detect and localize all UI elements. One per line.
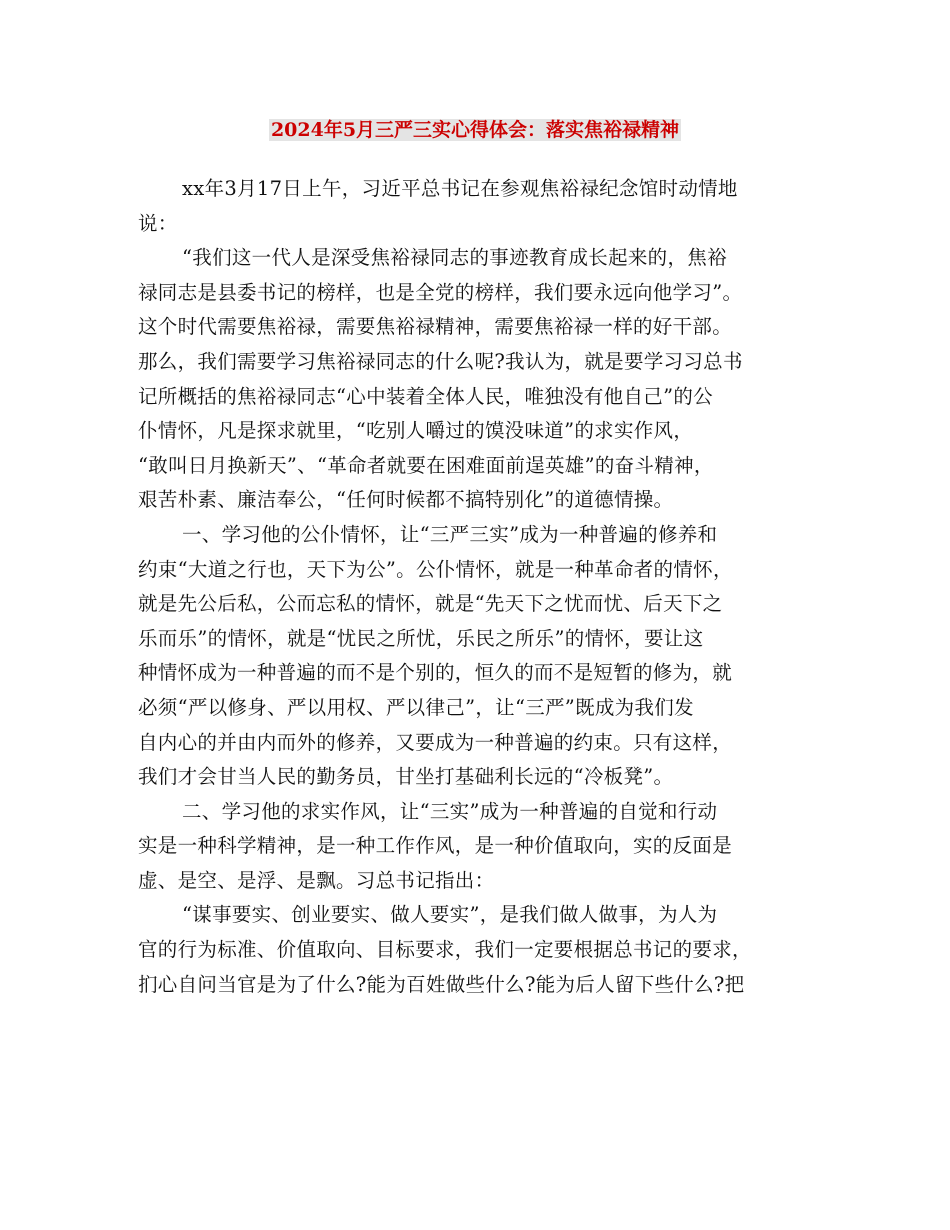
document-title-text: 2024年5月三严三实心得体会：落实焦裕禄精神	[270, 119, 680, 141]
text-line: 就是先公后私，公而忘私的情怀，就是“先天下之忧而忧、后天下之	[138, 592, 723, 616]
document-body	[138, 172, 802, 1002]
text-line: 禄同志是县委书记的榜样，也是全党的榜样，我们要永远向他学习”。	[138, 280, 743, 304]
document-title	[0, 116, 950, 144]
text-line: 约束“大道之行也，天下为公”。公仆情怀，就是一种革命者的情怀，	[138, 557, 733, 581]
text-line: 二、学习他的求实作风，让“三实”成为一种普遍的自觉和行动	[182, 799, 718, 823]
text-line: 说：	[138, 211, 178, 235]
text-line: 这个时代需要焦裕禄，需要焦裕禄精神，需要焦裕禄一样的好干部。	[138, 315, 733, 339]
text-line: 那么，我们需要学习焦裕禄同志的什么呢?我认为，就是要学习习总书	[138, 349, 743, 373]
text-line: 必须“严以修身、严以用权、严以律己”，让“三严”既成为我们发	[138, 695, 694, 719]
text-line: 虚、是空、是浮、是飘。习总书记指出：	[138, 868, 495, 892]
text-line: 自内心的并由内而外的修养，又要成为一种普遍的约束。只有这样，	[138, 730, 733, 754]
text-line: 乐而乐”的情怀，就是“忧民之所忧，乐民之所乐”的情怀，要让这	[138, 626, 704, 650]
text-line: 一、学习他的公仆情怀，让“三严三实”成为一种普遍的修养和	[182, 522, 718, 546]
text-line: 种情怀成为一种普遍的而不是个别的，恒久的而不是短暂的修为，就	[138, 661, 733, 685]
text-line: “谋事要实、创业要实、做人要实”，是我们做人做事，为人为	[182, 903, 718, 927]
text-line: 实是一种科学精神，是一种工作作风，是一种价值取向，实的反面是	[138, 834, 733, 858]
text-line: 扪心自问当官是为了什么?能为百姓做些什么?能为后人留下些什么?把	[138, 972, 745, 996]
text-line: 官的行为标准、价值取向、目标要求，我们一定要根据总书记的要求，	[138, 938, 752, 962]
text-line: 我们才会甘当人民的勤务员，甘坐打基础利长远的“冷板凳”。	[138, 765, 674, 789]
text-line: 记所概括的焦裕禄同志“心中装着全体人民，唯独没有他自己”的公	[138, 384, 713, 408]
text-line: “我们这一代人是深受焦裕禄同志的事迹教育成长起来的，焦裕	[182, 246, 727, 270]
text-line: “敢叫日月换新天”、“革命者就要在困难面前逞英雄”的奋斗精神，	[138, 453, 714, 477]
text-line: 仆情怀，凡是探求就里，“吃别人嚼过的馍没味道”的求实作风，	[138, 419, 694, 443]
text-line: 艰苦朴素、廉洁奉公，“任何时候都不搞特别化”的道德情操。	[138, 488, 674, 512]
text-line: xx年3月17日上午，习近平总书记在参观焦裕禄纪念馆时动情地	[182, 177, 738, 200]
